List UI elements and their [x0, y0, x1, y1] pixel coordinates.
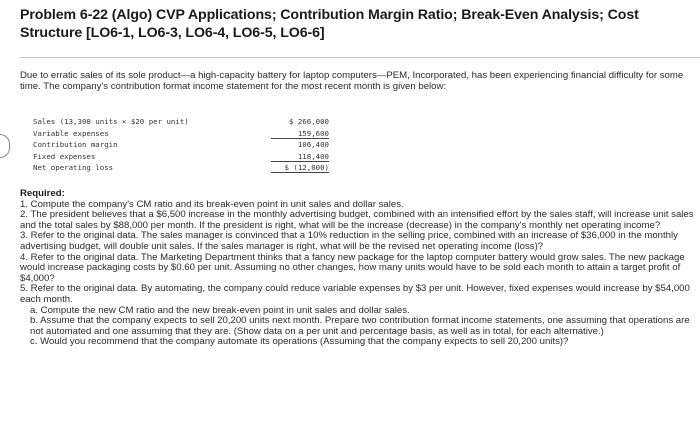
- required-subitem-b: b. Assume that the company expects to sell 20,200 units next month. Prepare two contribution format income statements, one assuming that operations are not automated and one assuming that they are. (Show data on a per unit and percentage basis, as well as in total, for each alternative.): [30, 315, 690, 337]
- required-heading: Required:: [20, 188, 65, 199]
- intro-paragraph: Due to erratic sales of its sole product—a high-capacity battery for laptop computers—PEM, Incorporated, has been experiencing financial difficulty for some time. The company's contribution format income statement for the most recent month is given below:: [20, 70, 684, 92]
- panel-collapse-handle[interactable]: [0, 134, 10, 158]
- statement-amount: $ 266,000: [288, 117, 329, 126]
- required-item-4: 4. Refer to the original data. The Marketing Department thinks that a fancy new package for the laptop computer battery would grow sales. The new package would increase packaging costs by $0.60 per unit. Assuming no other changes, how many units would have to be sold each month to attain a target profit of $4,000?: [20, 251, 685, 284]
- statement-label: Contribution margin: [33, 140, 118, 149]
- required-item-2: 2. The president believes that a $6,500 increase in the monthly advertising budget, combined with an intensified effort by the sales staff, will increase unit sales and the total sales by $88,000 per month. If the president is right, what will be the increase (decrease) in the company's monthly net operating income?: [20, 209, 694, 231]
- statement-amount: 159,600: [271, 129, 329, 139]
- statement-label: Sales (13,300 units × $20 per unit): [33, 117, 189, 126]
- statement-row-contribution-margin: [33, 140, 333, 152]
- statement-row-net-operating-loss: [33, 163, 333, 175]
- required-item-5: 5. Refer to the original data. By automating, the company could reduce variable expenses by $3 per unit. However, fixed expenses would increase by $54,000 each month.: [20, 283, 690, 305]
- statement-amount: 106,400: [297, 140, 329, 149]
- required-item-1: 1. Compute the company's CM ratio and its break-even point in unit sales and dollar sales.: [20, 198, 404, 210]
- income-statement: [33, 117, 333, 175]
- required-item-3: 3. Refer to the original data. The sales manager is convinced that a 10% reduction in the selling price, combined with an increase of $36,000 in the monthly advertising budget, will double unit sales. If the sales manager is right, what will be the revised net operating income (loss)?: [20, 230, 678, 252]
- statement-label: Fixed expenses: [33, 151, 96, 161]
- problem-title: Problem 6-22 (Algo) CVP Applications; Contribution Margin Ratio; Break-Even Analysis; Cost Structure [LO6-1, LO6-3, LO6-4, LO6-5, LO6-6]: [20, 7, 639, 41]
- statement-row-fixed-expenses: [33, 152, 333, 164]
- statement-label: Variable expenses: [33, 128, 109, 138]
- required-section: [20, 189, 696, 348]
- statement-label: Net operating loss: [33, 163, 114, 172]
- statement-amount: 118,400: [271, 152, 329, 162]
- statement-amount: $ (12,000): [271, 163, 329, 173]
- statement-row-variable-expenses: [33, 129, 333, 141]
- statement-row-sales: [33, 117, 333, 129]
- divider: [20, 57, 700, 58]
- required-subitem-a: a. Compute the new CM ratio and the new break-even point in unit sales and dollar sales.: [30, 304, 410, 316]
- required-subitem-c: c. Would you recommend that the company automate its operations (Assuming that the company expects to sell 20,200 units)?: [30, 336, 569, 348]
